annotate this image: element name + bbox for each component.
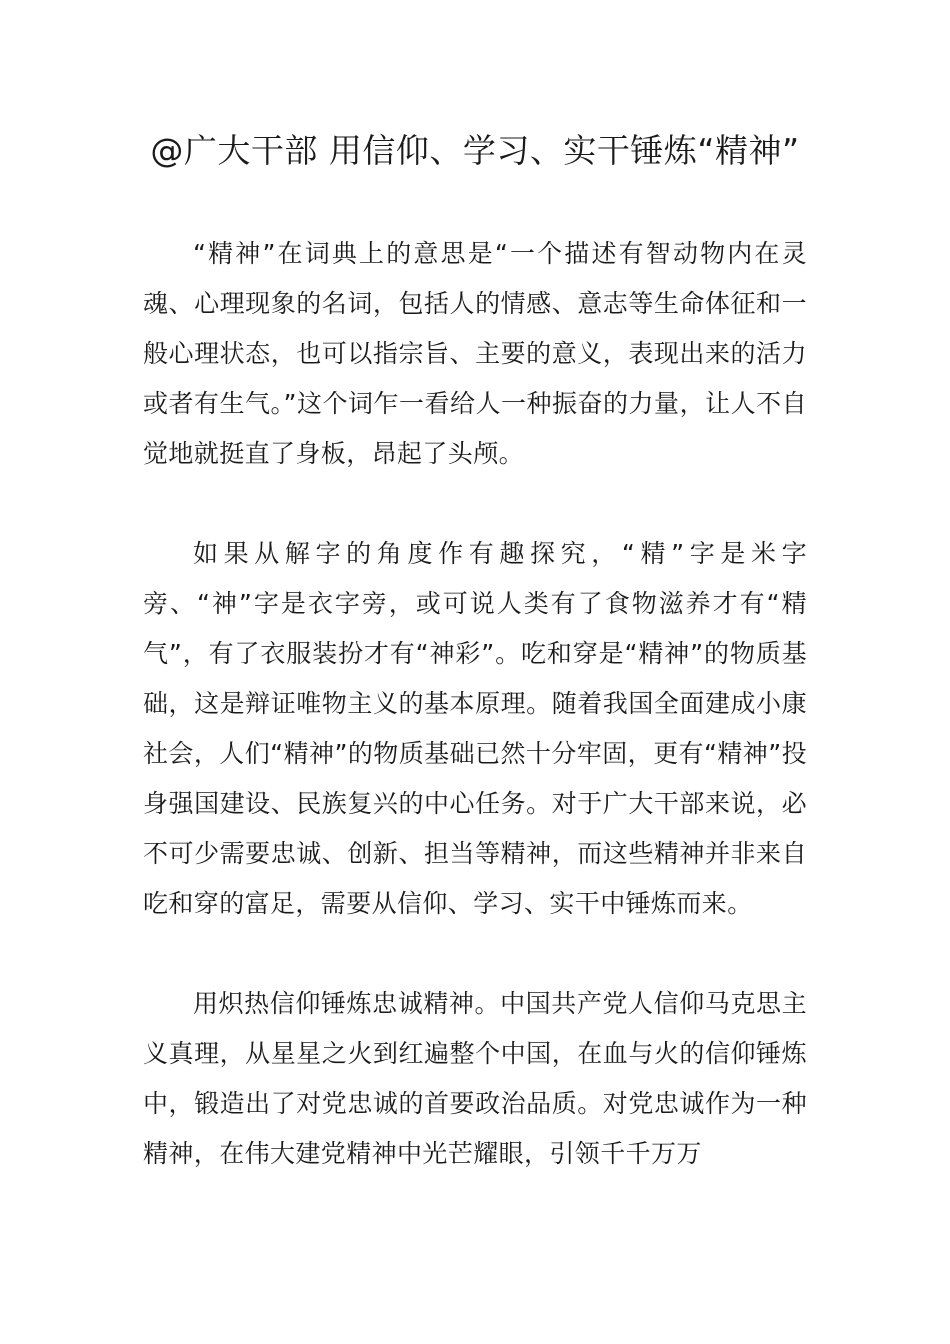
paragraph-spacer [143, 929, 807, 979]
document-title: @广大干部 用信仰、学习、实干锤炼“精神” [150, 131, 800, 170]
paragraph-3: 用炽热信仰锤炼忠诚精神。中国共产党人信仰马克思主义真理，从星星之火到红遍整个中国，在血与火的信仰锤炼中，锻造出了对党忠诚的首要政治品质。对党忠诚作为一种精神，在伟大建党精神中光芒耀眼，引领千千万万 [143, 989, 807, 1168]
paragraph-1: “精神”在词典上的意思是“一个描述有智动物内在灵魂、心理现象的名词，包括人的情感、意志等生命体征和一般心理状态，也可以指宗旨、主要的意义，表现出来的活力或者有生气。”这个词乍一看给人一种振奋的力量，让人不自觉地就挺直了身板，昂起了头颅。 [143, 239, 807, 468]
paragraph-spacer [143, 479, 807, 529]
paragraph-2: 如果从解字的角度作有趣探究，“精”字是米字旁、“神”字是衣字旁，或可说人类有了食物滋养才有“精气”，有了衣服装扮才有“神彩”。吃和穿是“精神”的物质基础，这是辩证唯物主义的基本原理。随着我国全面建成小康社会，人们“精神”的物质基础已然十分牢固，更有“精神”投身强国建设、民族复兴的中心任务。对于广大干部来说，必不可少需要忠诚、创新、担当等精神，而这些精神并非来自吃和穿的富足，需要从信仰、学习、实干中锤炼而来。 [143, 539, 807, 918]
document-body [143, 229, 807, 1179]
